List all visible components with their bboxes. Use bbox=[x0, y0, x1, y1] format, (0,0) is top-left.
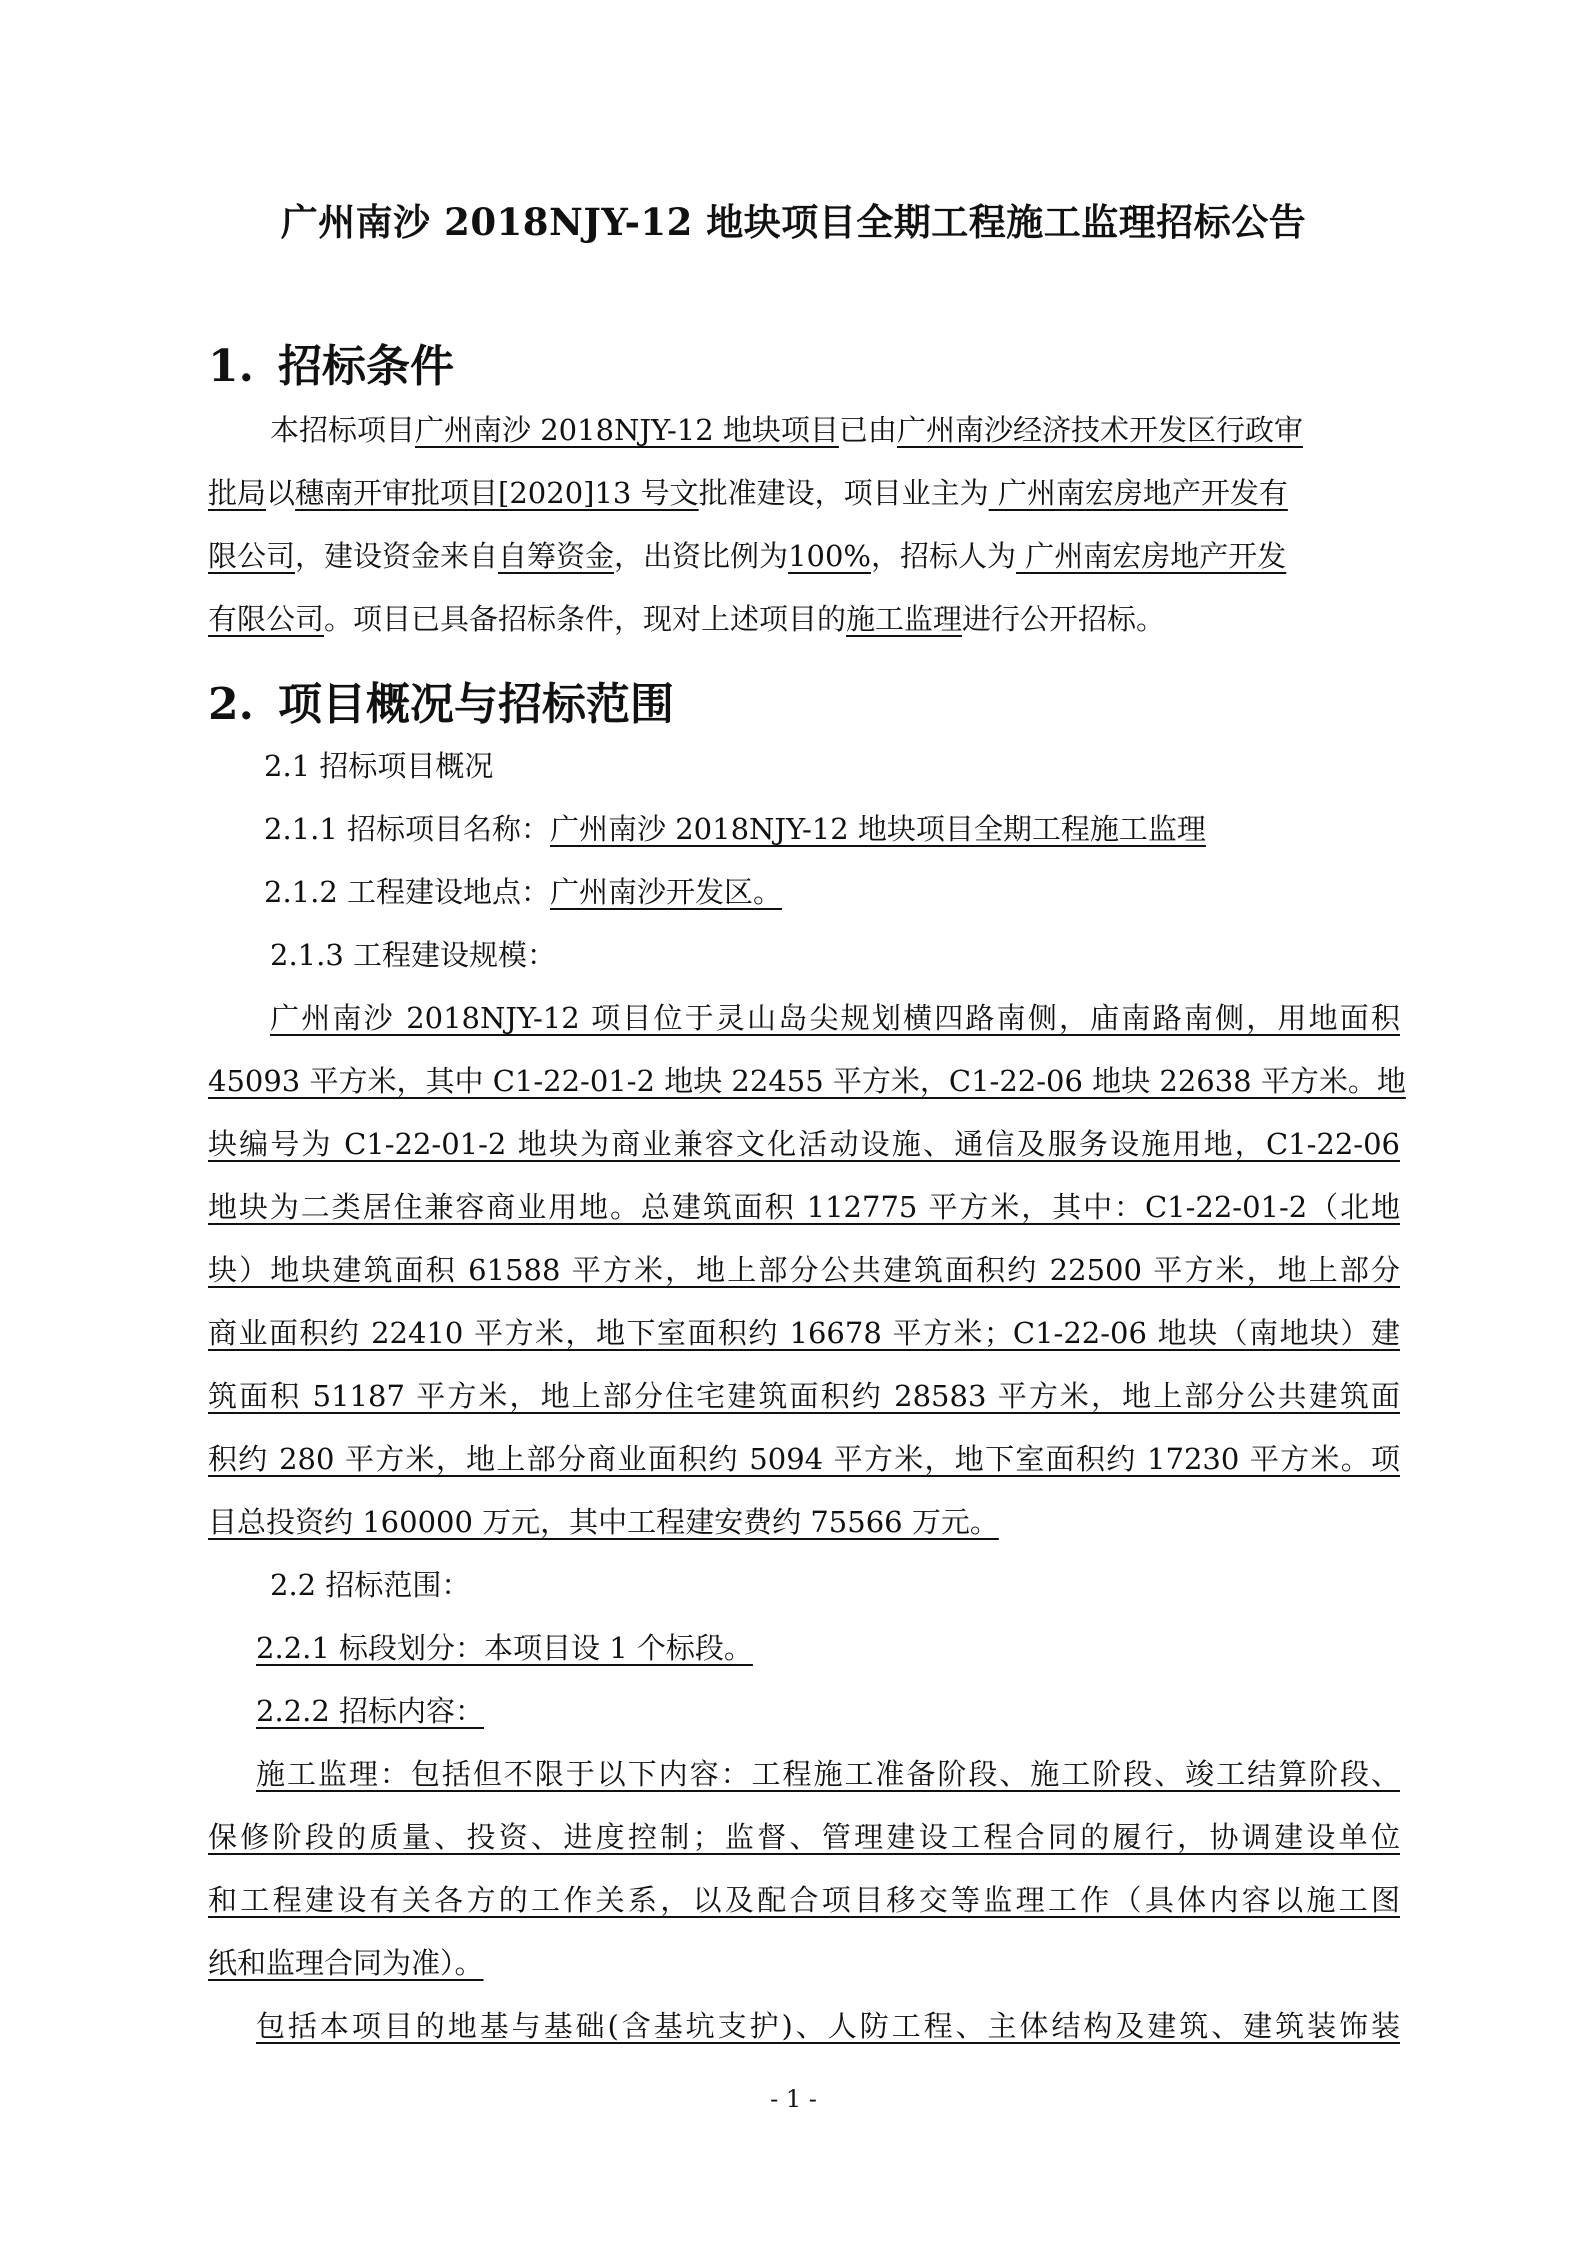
scale-line bbox=[208, 1441, 1400, 1477]
text-run: ，建设资金来自 bbox=[295, 539, 499, 573]
project-name: 广州南沙 2018NJY-12 地块项目 bbox=[415, 413, 839, 447]
paragraph-line bbox=[208, 475, 1288, 511]
scale-line bbox=[208, 1252, 1400, 1288]
text-run: 保修阶段的质量、投资、进度控制；监督、管理建设工程合同的履行，协调建设单位 bbox=[208, 1820, 1400, 1854]
project-owner: 广州南宏房地产开发有 bbox=[988, 476, 1288, 510]
approval-authority: 广州南沙经济技术开发区行政审 bbox=[896, 413, 1303, 447]
scale-line bbox=[208, 1063, 1406, 1099]
scale-line bbox=[208, 1504, 999, 1540]
tender-type: 施工监理 bbox=[846, 602, 963, 636]
subsection-2-1-3: 2.1.3 工程建设规模： bbox=[270, 938, 557, 972]
scale-line bbox=[208, 1189, 1400, 1225]
scale-line bbox=[208, 1378, 1400, 1414]
subsection-2-1: 2.1 招标项目概况 bbox=[264, 749, 494, 783]
text-run: 和工程建设有关各方的工作关系，以及配合项目移交等监理工作（具体内容以施工图 bbox=[208, 1883, 1400, 1917]
paragraph-line bbox=[208, 538, 1286, 574]
page-title: 广州南沙 2018NJY-12 地块项目全期工程施工监理招标公告 bbox=[280, 200, 1307, 244]
text-run: 积约 280 平方米，地上部分商业面积约 5094 平方米，地下室面积约 17230 平方米。项 bbox=[208, 1442, 1400, 1476]
text-run: 筑面积 51187 平方米，地上部分住宅建筑面积约 28583 平方米，地上部分公共建筑面 bbox=[208, 1379, 1400, 1413]
section-1-heading bbox=[208, 330, 454, 394]
tenderer: 广州南宏房地产开发 bbox=[1016, 539, 1287, 573]
text-run: 。项目已具备招标条件，现对上述项目的 bbox=[324, 602, 847, 636]
section-number: 2. bbox=[208, 679, 254, 730]
tenderer: 有限公司 bbox=[208, 602, 325, 636]
funding-source: 自筹资金 bbox=[498, 539, 615, 573]
text-run: 纸和监理合同为准）。 bbox=[208, 1946, 484, 1980]
field-label: 2.1.2 工程建设地点： bbox=[264, 875, 551, 909]
subsection-2-2-1: 2.2.1 标段划分：本项目设 1 个标段。 bbox=[256, 1631, 753, 1665]
subsection-2-2: 2.2 招标范围： bbox=[270, 1568, 471, 1602]
content-line bbox=[256, 2008, 1400, 2044]
content-line bbox=[256, 1756, 1400, 1792]
subsection-2-2-2: 2.2.2 招标内容： bbox=[256, 1694, 485, 1728]
project-owner: 限公司 bbox=[208, 539, 296, 573]
construction-location: 广州南沙开发区。 bbox=[550, 875, 783, 909]
subsection-2-1-2 bbox=[264, 874, 782, 910]
section-number: 1. bbox=[208, 341, 254, 392]
subsection-2-1-1 bbox=[264, 811, 1206, 847]
scale-line bbox=[208, 1315, 1400, 1351]
field-label: 2.1.1 招标项目名称： bbox=[264, 812, 551, 846]
text-run: 进行公开招标。 bbox=[962, 602, 1166, 636]
content-line bbox=[208, 1945, 484, 1981]
text-run: 已由 bbox=[838, 413, 897, 447]
scale-line bbox=[270, 1000, 1400, 1036]
text-run: 广州南沙 2018NJY-12 项目位于灵山岛尖规划横四路南侧，庙南路南侧，用地面积 bbox=[270, 1001, 1400, 1035]
page-number: - 1 - bbox=[770, 2085, 817, 2113]
tender-project-name: 广州南沙 2018NJY-12 地块项目全期工程施工监理 bbox=[550, 812, 1206, 846]
content-line bbox=[208, 1882, 1400, 1918]
paragraph-line bbox=[208, 601, 1165, 637]
section-title: 项目概况与招标范围 bbox=[278, 679, 674, 730]
approval-document: 穗南开审批项目[2020]13 号文 bbox=[295, 476, 699, 510]
scale-line bbox=[208, 1126, 1400, 1162]
text-run: 本招标项目 bbox=[270, 413, 416, 447]
funding-ratio: 100% bbox=[788, 539, 871, 573]
text-run: ，招标人为 bbox=[870, 539, 1016, 573]
paragraph-line bbox=[270, 412, 1303, 448]
section-2-heading bbox=[208, 668, 674, 732]
text-run: ，出资比例为 bbox=[614, 539, 789, 573]
text-run: 批准建设，项目业主为 bbox=[698, 476, 989, 510]
text-run: 商业面积约 22410 平方米，地下室面积约 16678 平方米；C1-22-06 地块（南地块）建 bbox=[208, 1316, 1400, 1350]
section-title: 招标条件 bbox=[278, 341, 454, 392]
text-run: 块编号为 C1-22-01-2 地块为商业兼容文化活动设施、通信及服务设施用地，C1-22-06 bbox=[208, 1127, 1400, 1161]
content-line bbox=[208, 1819, 1400, 1855]
text-run: 块）地块建筑面积 61588 平方米，地上部分公共建筑面积约 22500 平方米，地上部分 bbox=[208, 1253, 1400, 1287]
text-run: 目总投资约 160000 万元，其中工程建安费约 75566 万元。 bbox=[208, 1505, 999, 1539]
text-run: 45093 平方米，其中 C1-22-01-2 地块 22455 平方米，C1-22-06 地块 22638 平方米。地 bbox=[208, 1064, 1406, 1098]
approval-authority: 批局 bbox=[208, 476, 267, 510]
text-run: 施工监理：包括但不限于以下内容：工程施工准备阶段、施工阶段、竣工结算阶段、 bbox=[256, 1757, 1400, 1791]
text-run: 以 bbox=[266, 476, 296, 510]
text-run: 包括本项目的地基与基础(含基坑支护)、人防工程、主体结构及建筑、建筑装饰装 bbox=[256, 2009, 1400, 2043]
text-run: 地块为二类居住兼容商业用地。总建筑面积 112775 平方米，其中：C1-22-01-2（北地 bbox=[208, 1190, 1400, 1224]
